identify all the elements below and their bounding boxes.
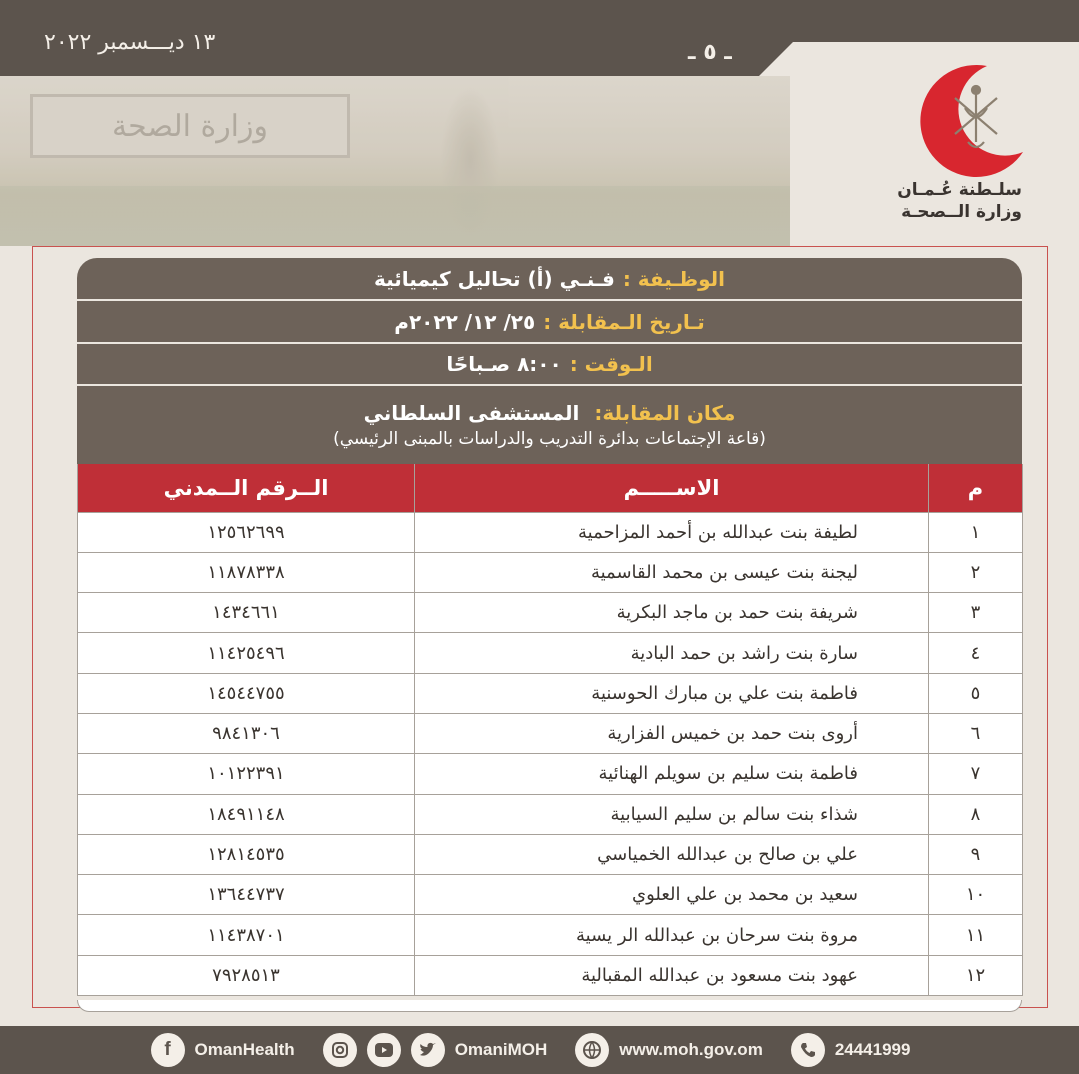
table-row [78,794,1023,834]
facebook-handle[interactable]: OmanHealth [194,1040,295,1059]
candidates-table [77,464,1023,996]
table-row [78,875,1023,915]
photo-sign-text: وزارة الصحة [112,108,268,144]
place-label: مكان المقابلة: [594,401,736,425]
photo-shrubs [0,186,790,246]
civil-id-cell: ١١٤٢٥٤٩٦ [78,633,415,673]
place-note: (قاعة الإجتماعات بدائرة التدريب والدراسات بالمبنى الرئيسي) [333,429,766,449]
civil-id-cell: ١٤٥٤٤٧٥٥ [78,673,415,713]
social-handle[interactable]: OmaniMOH [454,1040,548,1059]
issue-date: ١٣ ديـــسمبر ٢٠٢٢ [44,30,216,55]
index-cell: ٢ [929,552,1023,592]
place-value: المستشفى السلطاني [363,401,580,425]
name-cell: أروى بنت حمد بن خميس الفزارية [415,713,929,753]
index-cell: ٦ [929,713,1023,753]
name-cell: مروة بنت سرحان بن عبدالله الر يسية [415,915,929,955]
header-name: الاســـــم [415,464,929,512]
phone-number[interactable]: 24441999 [834,1040,911,1059]
civil-id-cell: ٧٩٢٨٥١٣ [78,955,415,995]
place-row [77,386,1022,464]
interview-date-value: ٢٥/ ١٢/ ٢٠٢٢م [394,309,536,334]
table-row [78,593,1023,633]
index-cell: ١ [929,512,1023,552]
table-row [78,673,1023,713]
name-cell: سعيد بن محمد بن علي العلوي [415,875,929,915]
phone-icon[interactable] [791,1033,825,1067]
table-row [78,512,1023,552]
name-cell: فاطمة بنت سليم بن سويلم الهنائية [415,754,929,794]
index-cell: ١٠ [929,875,1023,915]
civil-id-cell: ١٢٥٦٢٦٩٩ [78,512,415,552]
table-bottom-edge [77,1000,1022,1012]
civil-id-cell: ١١٤٣٨٧٠١ [78,915,415,955]
civil-id-cell: ٩٨٤١٣٠٦ [78,713,415,753]
civil-id-cell: ١٣٦٤٤٧٣٧ [78,875,415,915]
footer-bar [0,1026,1079,1074]
header-index: م [929,464,1023,512]
interview-date-label: تـاريخ الـمقابلة : [543,309,705,334]
logo-line-oman: سلـطنة عُـمـان [897,180,1022,200]
index-cell: ٩ [929,834,1023,874]
index-cell: ١١ [929,915,1023,955]
index-cell: ٣ [929,593,1023,633]
table-row [78,955,1023,995]
index-cell: ٤ [929,633,1023,673]
place-line [364,401,736,425]
name-cell: شريفة بنت حمد بن ماجد البكرية [415,593,929,633]
website-link[interactable]: www.moh.gov.om [619,1040,763,1059]
page-number: ـ ٥ ـ [688,40,732,65]
table-row [78,834,1023,874]
table-row [78,754,1023,794]
logo-line-ministry: وزارة الــصحـة [901,202,1022,222]
name-cell: فاطمة بنت علي بن مبارك الحوسنية [415,673,929,713]
civil-id-cell: ١٢٨١٤٥٣٥ [78,834,415,874]
table-row [78,915,1023,955]
interview-date-row [77,301,1022,344]
civil-id-cell: ١٨٤٩١١٤٨ [78,794,415,834]
time-row [77,344,1022,386]
table-row [78,633,1023,673]
index-cell: ١٢ [929,955,1023,995]
facebook-icon[interactable]: f [151,1033,185,1067]
job-row [77,258,1022,301]
background-photo [0,76,790,246]
name-cell: سارة بنت راشد بن حمد البادية [415,633,929,673]
name-cell: علي بن صالح بن عبدالله الخمياسي [415,834,929,874]
civil-id-cell: ١٤٣٤٦٦١ [78,593,415,633]
index-cell: ٨ [929,794,1023,834]
job-label: الوظـيفة : [622,266,726,291]
job-value: فـنـي (أ) تحاليل كيميائية [373,266,615,291]
table-row [78,552,1023,592]
photo-sign [30,94,350,158]
time-label: الـوقت : [569,352,653,376]
globe-icon[interactable] [575,1033,609,1067]
header-civil-id: الــرقم الــمدني [78,464,415,512]
table-header-row [78,464,1023,512]
civil-id-cell: ١٠١٢٢٣٩١ [78,754,415,794]
youtube-icon[interactable] [367,1033,401,1067]
twitter-icon[interactable] [411,1033,445,1067]
time-value: ٨:٠٠ صـباحًا [446,352,562,376]
crescent-emblem-icon [905,60,1035,178]
name-cell: عهود بنت مسعود بن عبدالله المقبالية [415,955,929,995]
index-cell: ٧ [929,754,1023,794]
interview-info-panel [77,258,1022,464]
name-cell: شذاء بنت سالم بن سليم السيابية [415,794,929,834]
index-cell: ٥ [929,673,1023,713]
name-cell: لطيفة بنت عبدالله بن أحمد المزاحمية [415,512,929,552]
ministry-logo [897,60,1040,230]
table-row [78,713,1023,753]
instagram-icon[interactable] [323,1033,357,1067]
civil-id-cell: ١١٨٧٨٣٣٨ [78,552,415,592]
name-cell: ليجنة بنت عيسى بن محمد القاسمية [415,552,929,592]
